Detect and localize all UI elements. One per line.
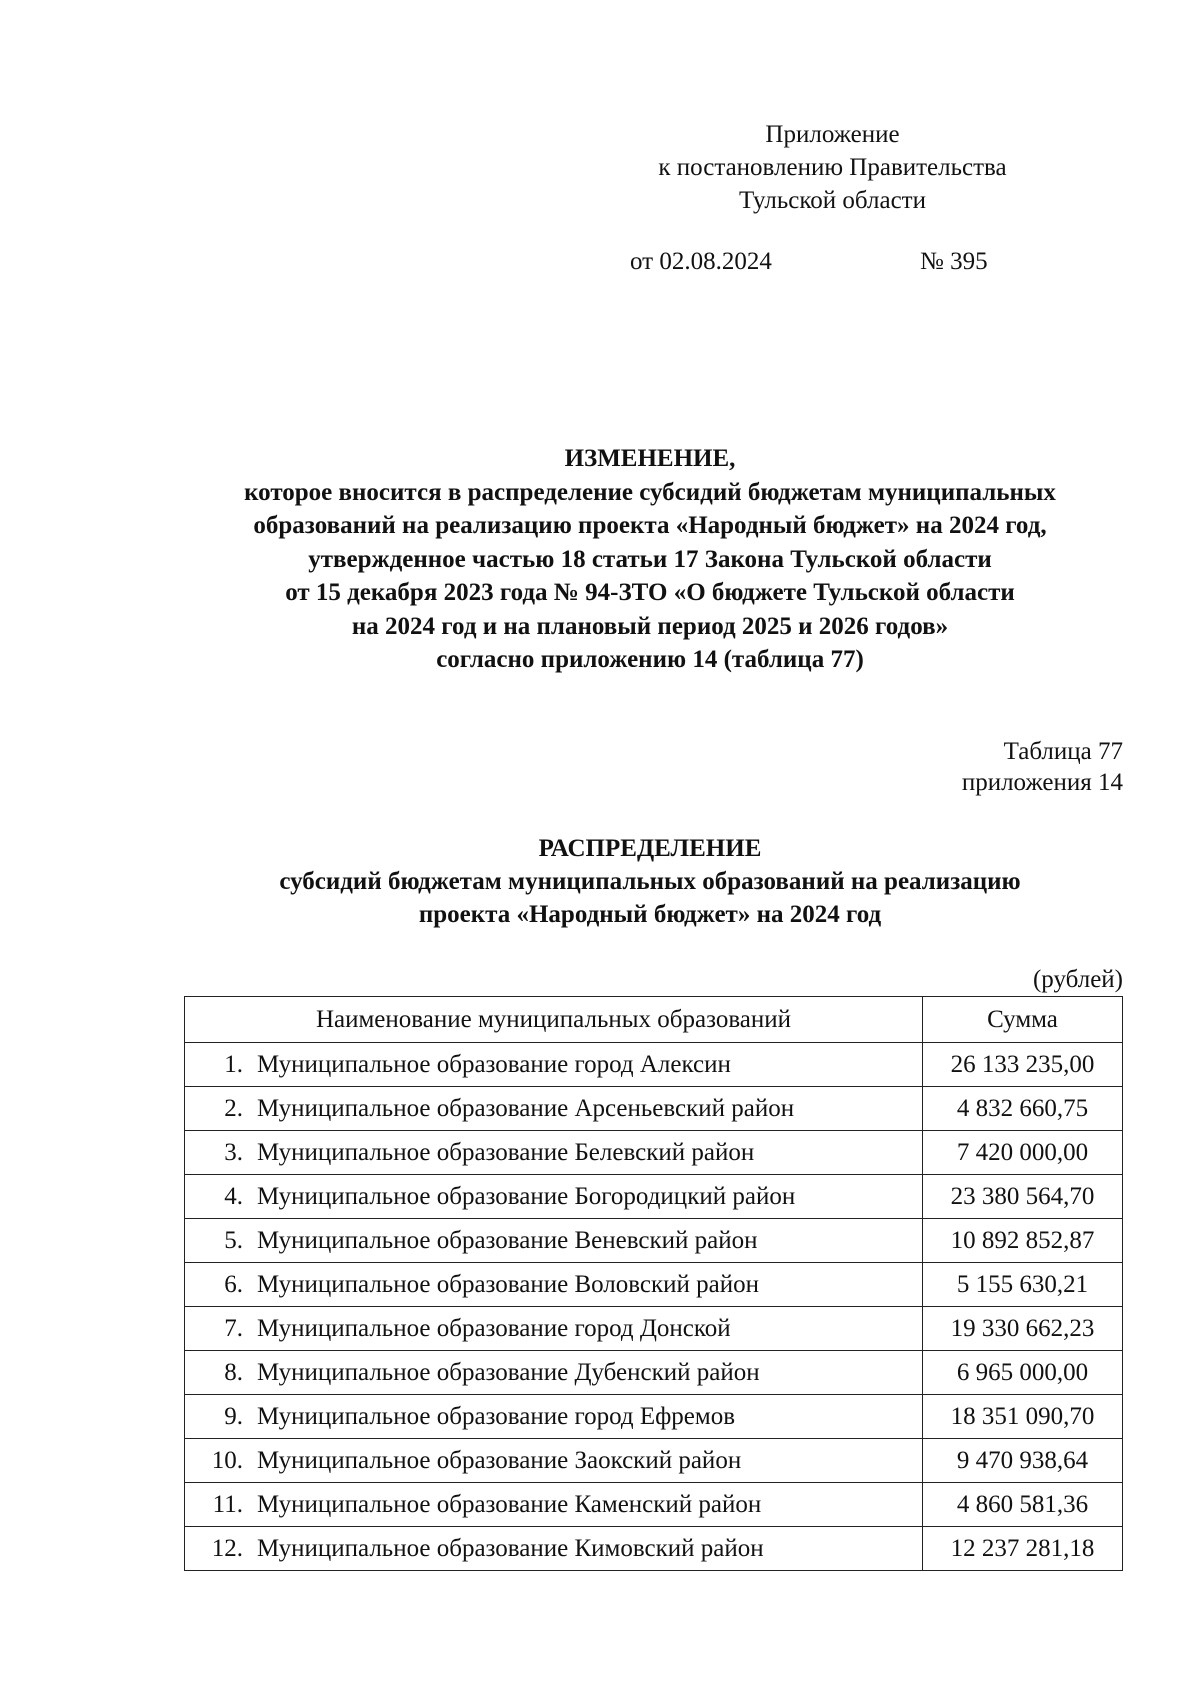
- row-sum: 4 832 660,75: [923, 1087, 1123, 1131]
- distribution-heading: РАСПРЕДЕЛЕНИЕ: [538, 835, 762, 862]
- title-heading: ИЗМЕНЕНИЕ,: [564, 445, 736, 472]
- table-row: [185, 1439, 1123, 1483]
- row-name: Муниципальное образование город Алексин: [257, 1050, 731, 1078]
- row-sum: 12 237 281,18: [923, 1527, 1123, 1571]
- row-number: 7.: [224, 1314, 243, 1342]
- row-name-cell: [185, 1043, 923, 1087]
- row-number: 4.: [224, 1182, 243, 1210]
- table-row: [185, 1307, 1123, 1351]
- title-line: на 2024 год и на плановый период 2025 и 2026 годов»: [351, 612, 949, 640]
- row-name-cell: [185, 1087, 923, 1131]
- row-number: 2.: [224, 1094, 243, 1122]
- row-number: 3.: [224, 1138, 243, 1166]
- row-name: Муниципальное образование Воловский район: [257, 1270, 760, 1298]
- row-name-cell: [185, 1263, 923, 1307]
- header-name: Наименование муниципальных образований: [185, 997, 923, 1043]
- distribution-line: проекта «Народный бюджет» на 2024 год: [418, 901, 882, 928]
- row-name-cell: [185, 1483, 923, 1527]
- table-row: [185, 1395, 1123, 1439]
- resolution-date: от 02.08.2024: [630, 248, 772, 275]
- title-line: согласно приложению 14 (таблица 77): [436, 646, 864, 673]
- row-name: Муниципальное образование город Ефремов: [257, 1402, 736, 1430]
- table-row: [185, 1351, 1123, 1395]
- table-row: [185, 1087, 1123, 1131]
- table-ref-line: приложения 14: [961, 769, 1123, 796]
- appendix-line: Приложение: [765, 121, 900, 148]
- appendix-line: Тульской области: [739, 187, 926, 214]
- table-header-row: [185, 997, 1123, 1043]
- row-sum: 9 470 938,64: [923, 1439, 1123, 1483]
- row-number: 12.: [211, 1534, 243, 1562]
- table-row: [185, 1131, 1123, 1175]
- table-row: [185, 1263, 1123, 1307]
- unit-label: (рублей): [1032, 966, 1123, 993]
- row-name-cell: [185, 1395, 923, 1439]
- row-name-cell: [185, 1307, 923, 1351]
- row-number: 1.: [224, 1050, 243, 1078]
- row-name: Муниципальное образование Дубенский район: [257, 1358, 760, 1386]
- row-name: Муниципальное образование Кимовский район: [257, 1534, 764, 1562]
- row-name: Муниципальное образование город Донской: [257, 1314, 731, 1342]
- header-sum: Сумма: [923, 997, 1123, 1043]
- row-name-cell: [185, 1351, 923, 1395]
- table-row: [185, 1219, 1123, 1263]
- distribution-line: субсидий бюджетам муниципальных образований на реализацию: [279, 868, 1021, 895]
- row-number: 9.: [224, 1402, 243, 1430]
- row-number: 6.: [224, 1270, 243, 1298]
- row-number: 8.: [224, 1358, 243, 1386]
- row-name: Муниципальное образование Веневский район: [257, 1226, 758, 1254]
- row-sum: 4 860 581,36: [923, 1483, 1123, 1527]
- table-row: [185, 1527, 1123, 1571]
- appendix-line: к постановлению Правительства: [658, 154, 1007, 181]
- title-line: образований на реализацию проекта «Народный бюджет» на 2024 год,: [253, 512, 1047, 539]
- distribution-title: [150, 832, 1150, 931]
- row-number: 11.: [212, 1490, 243, 1518]
- row-sum: 19 330 662,23: [923, 1307, 1123, 1351]
- row-name-cell: [185, 1219, 923, 1263]
- subsidy-table: [184, 996, 1123, 1571]
- row-sum: 5 155 630,21: [923, 1263, 1123, 1307]
- table-reference: [962, 736, 1123, 798]
- resolution-number: № 395: [920, 248, 988, 275]
- row-number: 5.: [224, 1226, 243, 1254]
- row-name-cell: [185, 1131, 923, 1175]
- row-name-cell: [185, 1439, 923, 1483]
- row-name: Муниципальное образование Белевский район: [257, 1138, 755, 1166]
- row-name-cell: [185, 1527, 923, 1571]
- row-sum: 18 351 090,70: [923, 1395, 1123, 1439]
- row-sum: 23 380 564,70: [923, 1175, 1123, 1219]
- row-name: Муниципальное образование Богородицкий район: [257, 1182, 796, 1210]
- title-line: от 15 декабря 2023 года № 94-ЗТО «О бюджете Тульской области: [285, 579, 1015, 606]
- title-line: утвержденное частью 18 статьи 17 Закона Тульской области: [308, 545, 992, 573]
- row-name: Муниципальное образование Каменский район: [257, 1490, 762, 1518]
- row-name: Муниципальное образование Заокский район: [257, 1446, 742, 1474]
- row-sum: 6 965 000,00: [923, 1351, 1123, 1395]
- row-sum: 26 133 235,00: [923, 1043, 1123, 1087]
- title-line: которое вносится в распределение субсидий бюджетам муниципальных: [244, 478, 1056, 506]
- row-name-cell: [185, 1175, 923, 1219]
- appendix-block: [600, 118, 1065, 217]
- row-sum: 7 420 000,00: [923, 1131, 1123, 1175]
- table-row: [185, 1175, 1123, 1219]
- table-row: [185, 1043, 1123, 1087]
- row-sum: 10 892 852,87: [923, 1219, 1123, 1263]
- row-number: 10.: [211, 1446, 243, 1474]
- row-name: Муниципальное образование Арсеньевский район: [257, 1094, 795, 1122]
- table-ref-line: Таблица 77: [1003, 738, 1123, 765]
- document-title: [150, 442, 1150, 677]
- table-row: [185, 1483, 1123, 1527]
